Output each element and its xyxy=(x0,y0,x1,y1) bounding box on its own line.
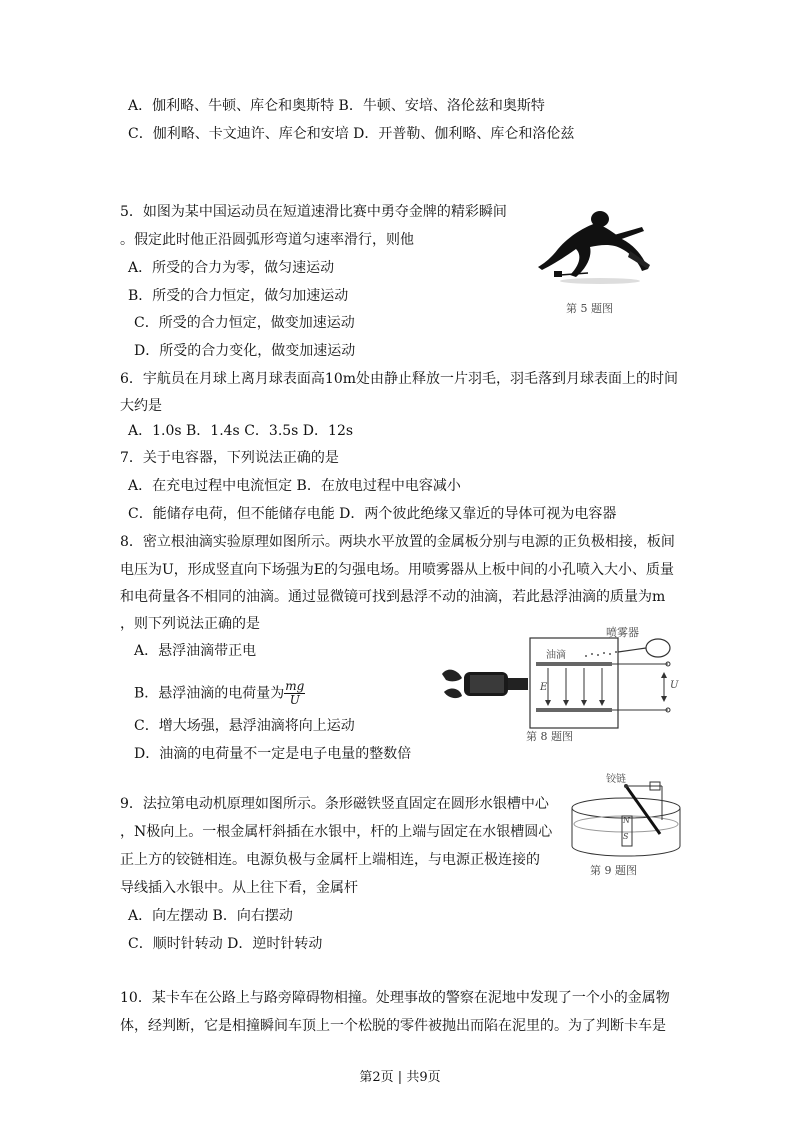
q10-stem-1: 10．某卡车在公路上与路旁障碍物相撞。处理事故的警察在泥地中发现了一个小的金属物 xyxy=(120,990,670,1006)
q7-options-ab: A．在充电过程中电流恒定 B．在放电过程中电容减小 xyxy=(128,478,461,494)
q9-figure-caption: 第 9 题图 xyxy=(590,864,637,877)
q8-figure-caption: 第 8 题图 xyxy=(526,730,573,743)
q4-option-line-2: C．伽利略、卡文迪许、库仑和安培 D．开普勒、伽利略、库仑和洛伦兹 xyxy=(128,126,575,142)
q5-option-d: D．所受的合力变化，做变加速运动 xyxy=(134,343,356,359)
q8-fig-label-oil: 油滴 xyxy=(546,650,566,661)
q8-stem-2: 电压为U，形成竖直向下场强为E的匀强电场。用喷雾器从上板中间的小孔喷入大小、质量 xyxy=(120,562,675,578)
q8-option-d: D．油滴的电荷量不一定是电子电量的整数倍 xyxy=(134,746,412,762)
q8-option-b-fraction xyxy=(284,680,305,707)
q9-figure-faraday-motor xyxy=(566,772,686,858)
q9-fig-label-hinge: 铰链 xyxy=(606,774,626,785)
q6-stem-2: 大约是 xyxy=(120,398,162,414)
q9-options-ab: A．向左摆动 B．向右摆动 xyxy=(128,908,293,924)
q5-figure-caption: 第 5 题图 xyxy=(566,302,613,315)
q8-option-b-text: B．悬浮油滴的电荷量为 xyxy=(134,685,285,702)
q9-fig-label-n: N xyxy=(623,816,630,825)
q9-stem-3: 正上方的铰链相连。电源负极与金属杆上端相连，与电源正极连接的 xyxy=(120,852,540,868)
q8-stem-1: 8．密立根油滴实验原理如图所示。两块水平放置的金属板分别与电源的正负极相接，板间 xyxy=(120,534,675,550)
q5-stem-1: 5．如图为某中国运动员在短道速滑比赛中勇夺金牌的精彩瞬间 xyxy=(120,204,507,220)
q9-stem-2: ，N极向上。一根金属杆斜插在水银中，杆的上端与固定在水银槽圆心 xyxy=(120,824,553,840)
q8-fraction-numerator: mg xyxy=(285,679,305,693)
q8-stem-3: 和电荷量各不相同的油滴。通过显微镜可找到悬浮不动的油滴，若此悬浮油滴的质量为m xyxy=(120,589,666,605)
q5-option-c: C．所受的合力恒定，做变加速运动 xyxy=(134,315,355,331)
q8-fraction-denominator: U xyxy=(289,693,300,707)
q4-option-line-1: A．伽利略、牛顿、库仑和奥斯特 B．牛顿、安培、洛伦兹和奥斯特 xyxy=(128,98,545,114)
q9-stem-4: 导线插入水银中。从上往下看，金属杆 xyxy=(120,880,358,896)
q8-option-a: A．悬浮油滴带正电 xyxy=(134,643,257,659)
q7-stem: 7．关于电容器，下列说法正确的是 xyxy=(120,450,339,466)
q5-figure-skater xyxy=(530,205,670,295)
q9-fig-label-s: S xyxy=(623,832,629,841)
page-footer: 第2页 | 共9页 xyxy=(359,1070,441,1085)
q8-stem-4: ，则下列说法正确的是 xyxy=(120,616,260,632)
q9-stem-1: 9．法拉第电动机原理如图所示。条形磁铁竖直固定在圆形水银槽中心 xyxy=(120,796,549,812)
q9-options-cd: C．顺时针转动 D．逆时针转动 xyxy=(128,936,323,952)
q6-options: A．1.0s B．1.4s C．3.5s D．12s xyxy=(128,423,354,439)
q5-option-a: A．所受的合力为零，做匀速运动 xyxy=(128,260,335,276)
q8-option-c: C．增大场强，悬浮油滴将向上运动 xyxy=(134,718,355,734)
q8-fig-label-u: U xyxy=(670,680,679,691)
q6-stem-1: 6．宇航员在月球上离月球表面高10m处由静止释放一片羽毛，羽毛落到月球表面上的时间 xyxy=(120,371,678,387)
q8-option-b xyxy=(134,680,305,707)
q8-fig-label-e: E xyxy=(540,682,548,693)
q5-option-b: B．所受的合力恒定，做匀加速运动 xyxy=(128,288,349,304)
q8-figure-millikan xyxy=(436,622,680,742)
q8-fig-label-sprayer: 喷雾器 xyxy=(606,626,639,639)
q10-stem-2: 体，经判断，它是相撞瞬间车顶上一个松脱的零件被抛出而陷在泥里的。为了判断卡车是 xyxy=(120,1018,666,1034)
q7-options-cd: C．能储存电荷，但不能储存电能 D．两个彼此绝缘又靠近的导体可视为电容器 xyxy=(128,506,617,522)
q5-stem-2: 。假定此时他正沿圆弧形弯道匀速率滑行，则他 xyxy=(120,232,414,248)
